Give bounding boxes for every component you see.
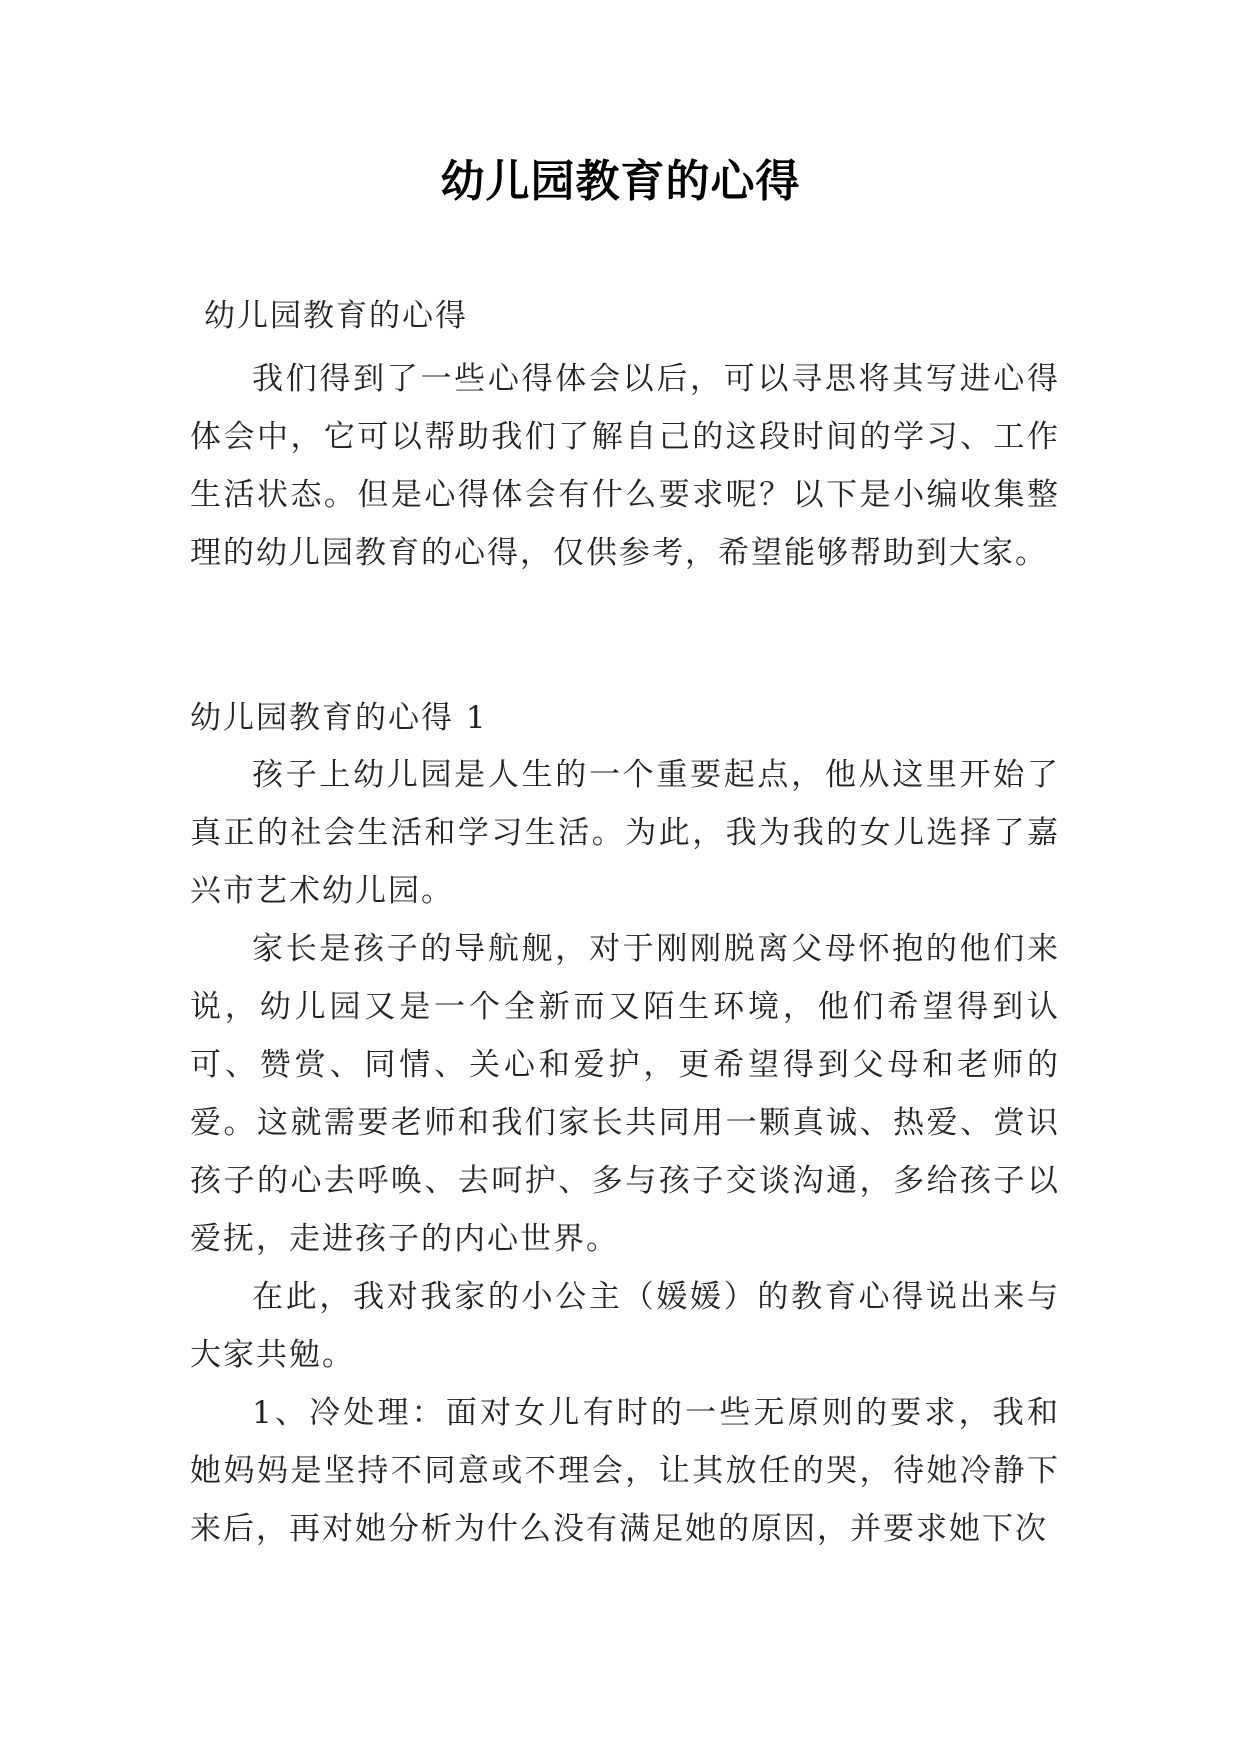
section-heading: 幼儿园教育的心得 1: [190, 700, 488, 736]
section-paragraph: 家长是孩子的导航舰，对于刚刚脱离父母怀抱的他们来说，幼儿园又是一个全新而又陌生环境，他们希望得到认可、赞赏、同情、关心和爱护，更希望得到父母和老师的爱。这就需要老师和我们家长共同用一颗真诚、热爱、赏识孩子的心去呼唤、去呵护、多与孩子交谈沟通，多给孩子以爱抚，走进孩子的内心世界。: [190, 931, 1060, 1257]
document-subtitle: 幼儿园教育的心得: [204, 298, 468, 334]
section-paragraph: 孩子上幼儿园是人生的一个重要起点，他从这里开始了真正的社会生活和学习生活。为此，我为我的女儿选择了嘉兴市艺术幼儿园。: [190, 757, 1060, 909]
document-body: [190, 288, 1060, 1558]
section-paragraph: 在此，我对我家的小公主（媛媛）的教育心得说出来与大家共勉。: [190, 1279, 1060, 1373]
document-title: 幼儿园教育的心得: [440, 156, 801, 207]
section-paragraph: 1、冷处理：面对女儿有时的一些无原则的要求，我和她妈妈是坚持不同意或不理会，让其放任的哭，待她冷静下来后，再对她分析为什么没有满足她的原因，并要求她下次: [190, 1395, 1060, 1547]
intro-paragraph: 我们得到了一些心得体会以后，可以寻思将其写进心得体会中，它可以帮助我们了解自己的这段时间的学习、工作生活状态。但是心得体会有什么要求呢？以下是小编收集整理的幼儿园教育的心得，仅供参考，希望能够帮助到大家。: [190, 361, 1060, 571]
